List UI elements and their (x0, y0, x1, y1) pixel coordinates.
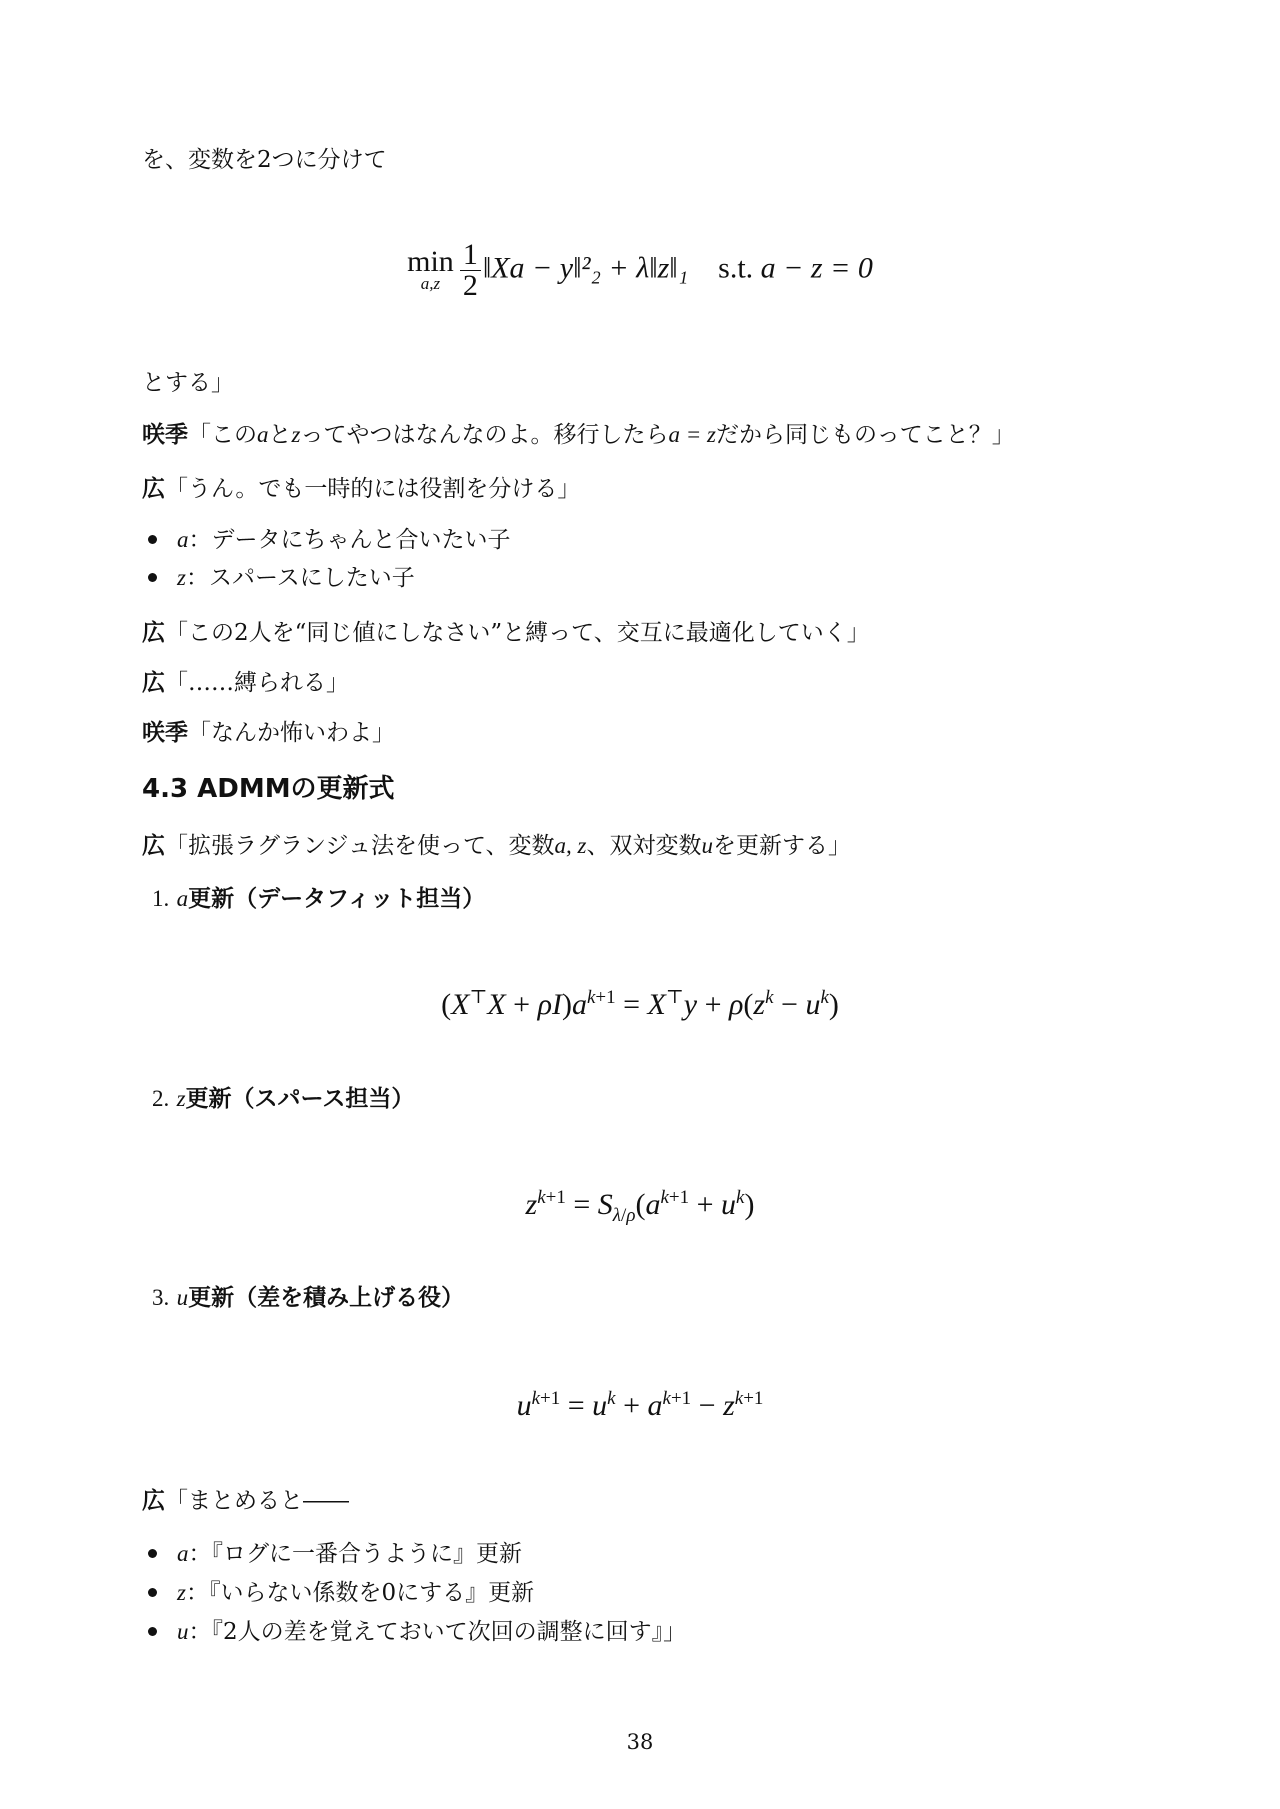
intro-line: を、変数を2つに分けて (142, 147, 387, 173)
dialogue-line: 広「この2人を“同じ値にしなさい”と縛って、交互に最適化していく」 (142, 620, 870, 646)
after-equation-line: とする」 (142, 370, 234, 396)
speaker-name: 広 (142, 1488, 165, 1514)
step-heading-u: 3. u更新（差を積み上げる役） (152, 1285, 465, 1311)
bullet-dot (148, 573, 157, 582)
speaker-name: 広 (142, 620, 165, 646)
constraint: a − z = 0 (760, 251, 873, 285)
speaker-name: 広 (142, 476, 165, 502)
page-number: 38 (626, 1730, 654, 1754)
min-operator: min a,z (407, 244, 454, 293)
bullet-dot (148, 1549, 157, 1558)
step-heading-z: 2. z更新（スパース担当） (152, 1086, 415, 1112)
subject-to: s.t. (718, 251, 754, 285)
section-heading: 4.3 ADMMの更新式 (142, 774, 395, 804)
z-update-equation: $z^{k+1} = S_{\lambda/\rho}(a^{k+1} + u^k)$ (525, 1187, 755, 1226)
dialogue-line: 広「……縛られる」 (142, 670, 349, 696)
bullet-item: a：データにちゃんと合いたい子 (148, 525, 511, 555)
objective-body: ‖Xa − y‖²₂ + λ‖z‖₁ (482, 251, 689, 285)
speaker-name: 咲季 (142, 422, 188, 448)
bullet-item: u：『2人の差を覚えておいて次回の調整に回す』」 (148, 1617, 686, 1647)
dialogue-line: 咲季「なんか怖いわよ」 (142, 720, 395, 746)
u-update-equation: $u^{k+1} = u^k + a^{k+1} - z^{k+1}$ (516, 1388, 764, 1422)
bullet-item: a：『ログに一番合うように』更新 (148, 1539, 522, 1569)
dialogue-line: 広「まとめると―― (142, 1488, 349, 1514)
bullet-dot (148, 1588, 157, 1597)
speaker-name: 広 (142, 833, 165, 859)
bullet-item: z：スパースにしたい子 (148, 563, 415, 593)
bullet-dot (148, 1627, 157, 1636)
a-update-equation: $(X^⊤X + \rho I)a^{k+1} = X^⊤y + \rho(z^k - u^k)$ (441, 987, 839, 1021)
dialogue-line: 咲季「このaとzってやつはなんなのよ。移行したらa = zだから同じものってこと？」 (142, 422, 1015, 448)
bullet-item: z：『いらない係数を0にする』更新 (148, 1578, 534, 1608)
step-heading-a: 1. a更新（データフィット担当） (152, 886, 486, 912)
bullet-dot (148, 535, 157, 544)
objective-equation (0, 240, 1280, 301)
half-fraction: $\frac{1}{2}$ (460, 240, 481, 301)
speaker-name: 咲季 (142, 720, 188, 746)
speaker-name: 広 (142, 670, 165, 696)
dialogue-line: 広「うん。でも一時的には役割を分ける」 (142, 476, 581, 502)
dialogue-line: 広「拡張ラグランジュ法を使って、変数a, z、双対変数uを更新する」 (142, 833, 851, 859)
